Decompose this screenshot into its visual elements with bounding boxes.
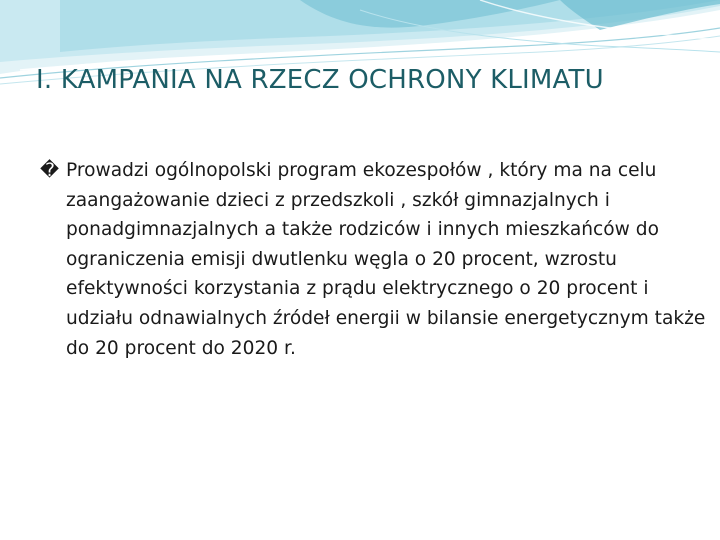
slide-title: I. KAMPANIA NA RZECZ OCHRONY KLIMATU <box>36 65 604 95</box>
bullet-glyph: � <box>40 160 60 181</box>
bullet-text: Prowadzi ogólnopolski program ekozespołów , który ma na celu zaangażowanie dzieci z przedszkoli , szkół gimnazjalnych i ponadgimnazjalnych a także rodziców i innych mieszkańców do ograniczenia emisji dwutlenku węgla o 20 procent, wzrostu efektywności korzystania z prądu elektrycznego o 20 procent i udziału odnawialnych źródeł energii w bilansie energetycznym także do 20 procent do 2020 r. <box>66 160 706 359</box>
bullet-paragraph <box>40 156 706 363</box>
